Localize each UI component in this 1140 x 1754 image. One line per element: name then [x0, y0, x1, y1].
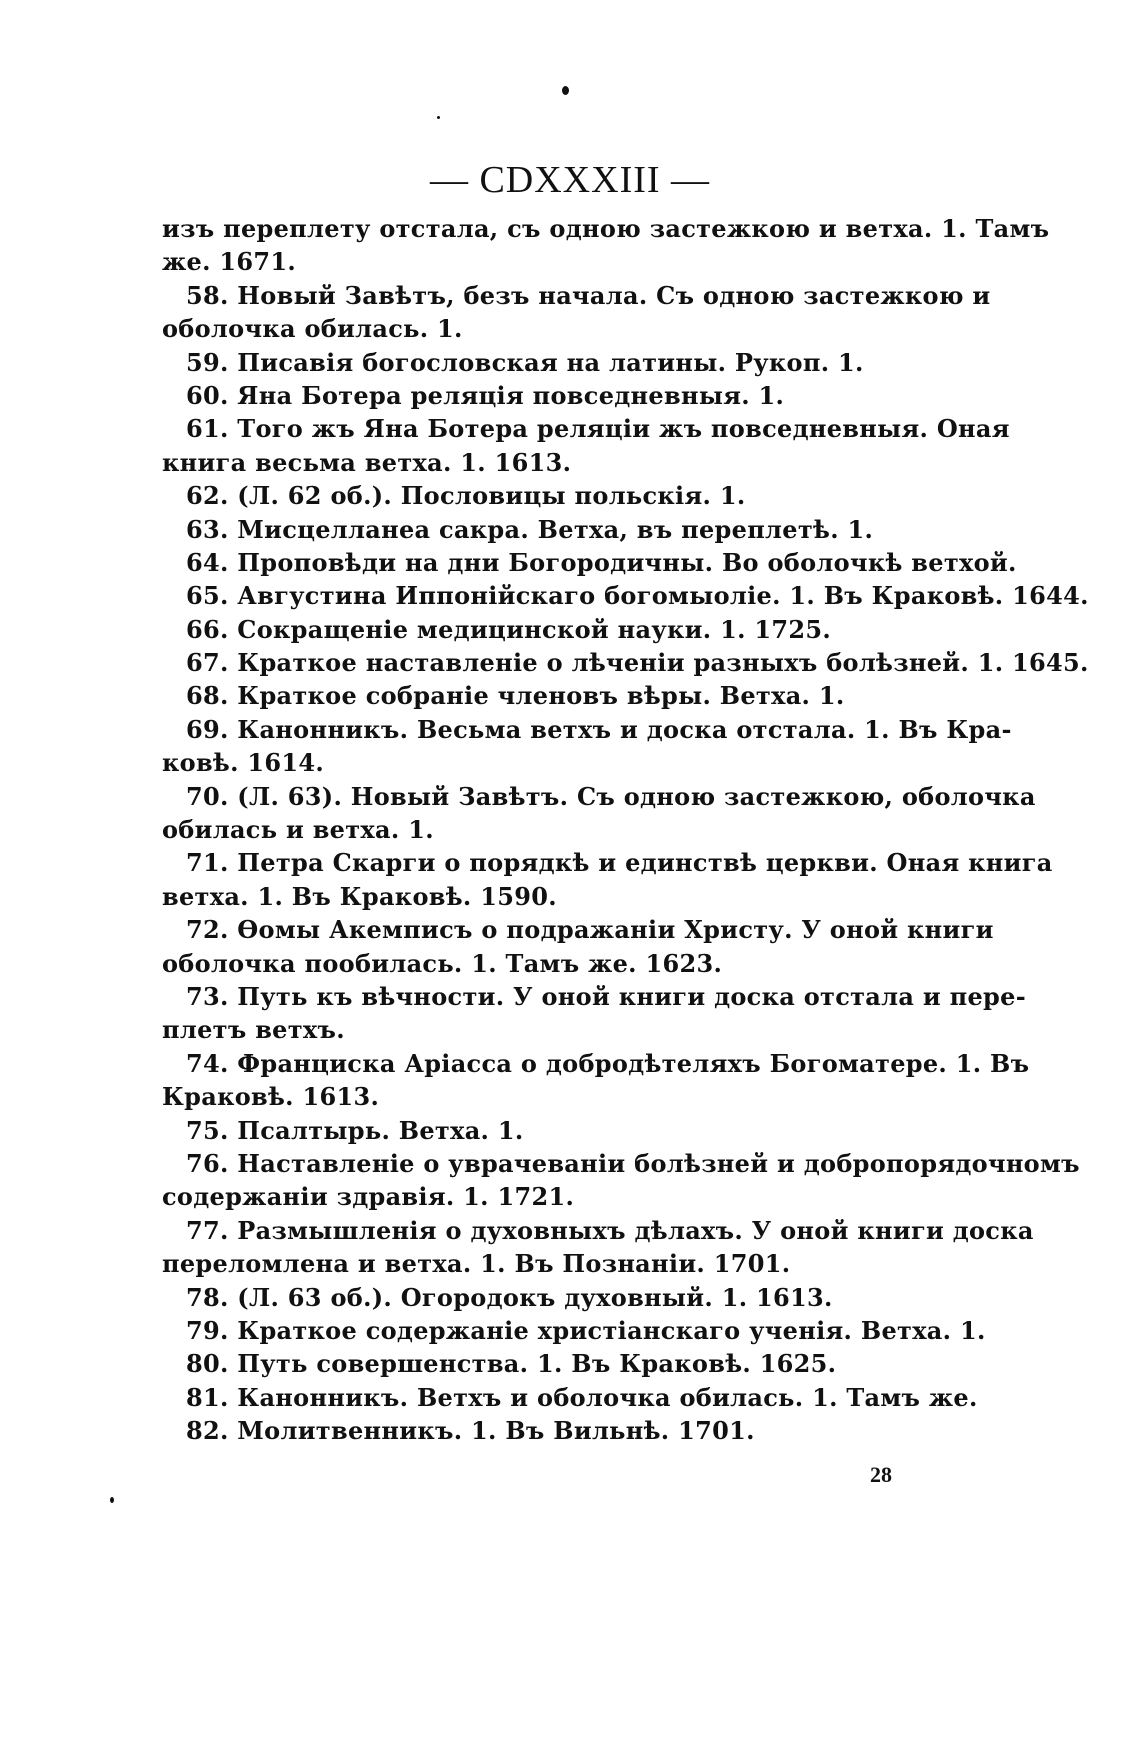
text-line: 58. Новый Завѣтъ, безъ начала. Съ одною застежкою и: [186, 280, 991, 310]
text-line: обилась и ветха. 1.: [162, 815, 434, 845]
text-line: 63. Мисцелланеа сакра. Ветха, въ переплетѣ. 1.: [186, 514, 874, 544]
text-line: 65. Августина Иппонійскаго богомыоліе. 1. Въ Краковѣ. 1644.: [186, 581, 1089, 611]
text-line: 62. (Л. 62 об.). Пословицы польскія. 1.: [186, 481, 746, 511]
print-speck: [562, 86, 569, 95]
text-line: 82. Молитвенникъ. 1. Въ Вильнѣ. 1701.: [186, 1416, 755, 1446]
text-line: 71. Петра Скарги о порядкѣ и единствѣ церкви. Оная книга: [186, 848, 1053, 878]
text-line: 72. Ѳомы Акемписъ о подражаніи Христу. У оной книги: [186, 915, 994, 945]
page-number: 28: [870, 1462, 892, 1487]
text-line: 59. Писавія богословская на латины. Рукоп. 1.: [186, 347, 864, 377]
text-line: 69. Канонникъ. Весьма ветхъ и доска отстала. 1. Въ Кра-: [186, 714, 1012, 744]
text-line: 61. Того жъ Яна Ботера реляціи жъ повседневныя. Оная: [186, 414, 1010, 444]
text-line: 60. Яна Ботера реляція повседневныя. 1.: [186, 380, 785, 410]
text-line: 77. Размышленія о духовныхъ дѣлахъ. У оной книги доска: [186, 1215, 1034, 1245]
print-speck: [437, 116, 440, 119]
text-line: 70. (Л. 63). Новый Завѣтъ. Съ одною застежкою, оболочка: [186, 781, 1036, 811]
text-line: 66. Сокращеніе медицинской науки. 1. 1725.: [186, 614, 832, 644]
print-speck: [110, 1497, 114, 1503]
text-line: плетъ ветхъ.: [162, 1015, 345, 1045]
text-line: 81. Канонникъ. Ветхъ и оболочка обилась. 1. Тамъ же.: [186, 1382, 978, 1412]
text-line: 74. Франциска Аріасса о добродѣтеляхъ Богоматере. 1. Въ: [186, 1048, 1030, 1078]
text-line: 75. Псалтырь. Ветха. 1.: [186, 1115, 524, 1145]
text-line: переломлена и ветха. 1. Въ Познаніи. 1701.: [162, 1249, 791, 1279]
text-line: Краковѣ. 1613.: [162, 1082, 380, 1112]
text-line: 78. (Л. 63 об.). Огородокъ духовный. 1. 1613.: [186, 1282, 833, 1312]
text-line: 64. Проповѣди на дни Богородичны. Во оболочкѣ ветхой.: [186, 547, 1017, 577]
text-line: 76. Наставленіе о уврачеваніи болѣзней и добропорядочномъ: [186, 1148, 1080, 1178]
text-line: 79. Краткое содержаніе христіанскаго ученія. Ветха. 1.: [186, 1315, 986, 1345]
text-line: книга весьма ветха. 1. 1613.: [162, 447, 572, 477]
page-header: — CDXXXIII —: [429, 159, 711, 201]
text-line: оболочка обилась. 1.: [162, 314, 463, 344]
text-line: ветха. 1. Въ Краковѣ. 1590.: [162, 881, 557, 911]
text-line: изъ переплету отстала, съ одною застежкою и ветха. 1. Тамъ: [162, 214, 1050, 243]
text-line: содержаніи здравія. 1. 1721.: [162, 1182, 575, 1212]
text-line: ковѣ. 1614.: [162, 748, 325, 778]
text-line: 80. Путь совершенства. 1. Въ Краковѣ. 1625.: [186, 1349, 837, 1379]
text-line: оболочка пообилась. 1. Тамъ же. 1623.: [162, 948, 723, 978]
text-line: 67. Краткое наставленіе о лѣченіи разныхъ болѣзней. 1. 1645.: [186, 648, 1089, 678]
text-line: же. 1671.: [162, 247, 297, 277]
body-text: [162, 212, 1089, 1447]
text-line: 68. Краткое собраніе членовъ вѣры. Ветха. 1.: [186, 681, 845, 711]
text-line: 73. Путь къ вѣчности. У оной книги доска отстала и пере-: [186, 981, 1026, 1011]
